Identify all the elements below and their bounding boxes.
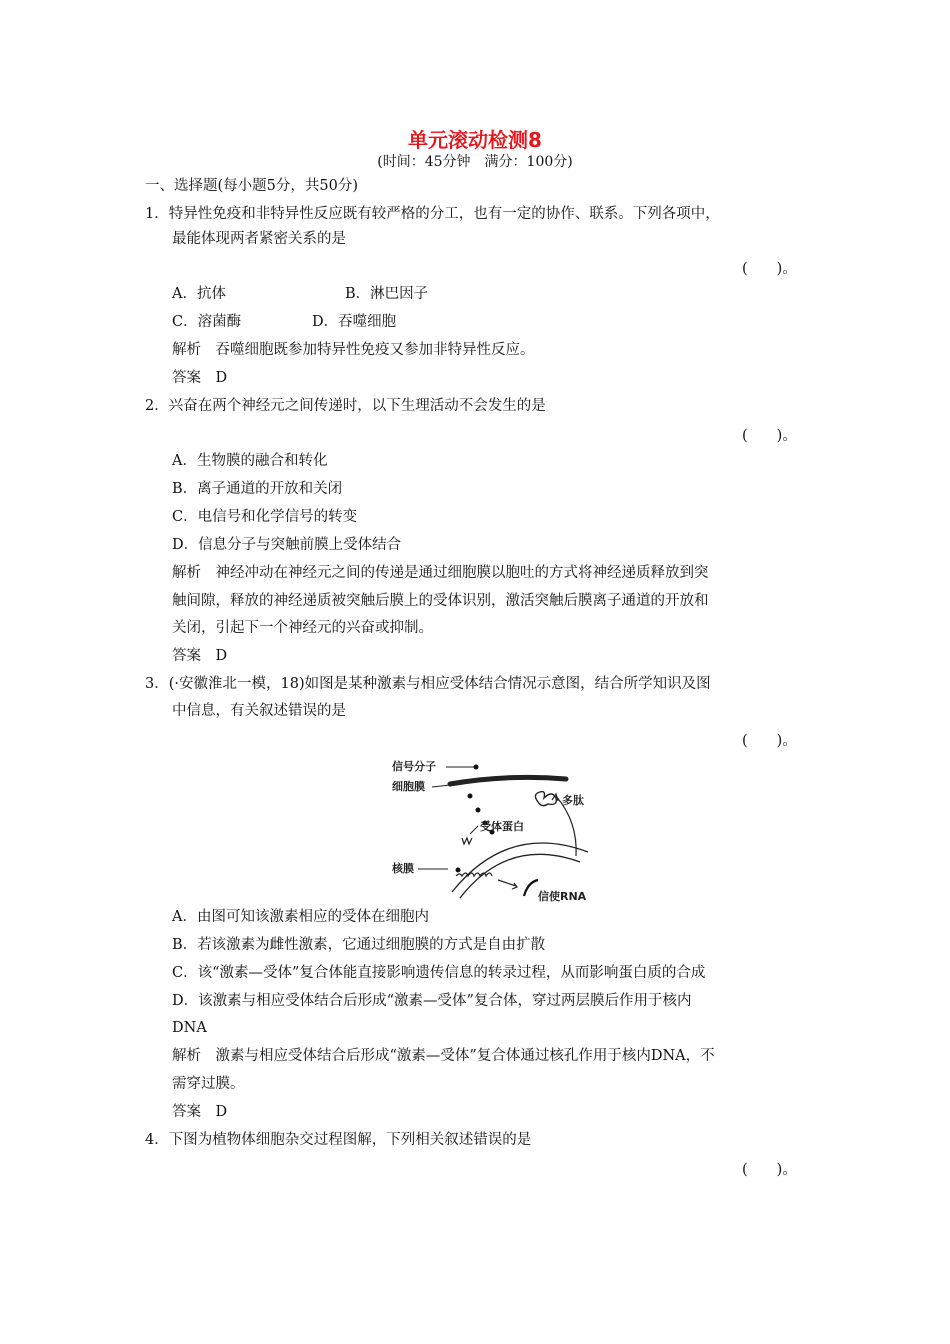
- q1-answer: 答案 D: [172, 370, 228, 386]
- q1-option-d: D．吞噬细胞: [312, 314, 397, 330]
- q1-analysis: 解析 吞噬细胞既参加特异性免疫又参加非特异性反应。: [172, 342, 535, 358]
- q2-analysis-line1: 解析 神经冲动在神经元之间的传递是通过细胞膜以胞吐的方式将神经递质释放到突: [172, 565, 709, 581]
- q3-stem-line1: 3．(·安徽淮北一模，18)如图是某种激素与相应受体结合情况示意图，结合所学知识及图: [145, 676, 711, 692]
- hormone-receptor-diagram: [388, 752, 650, 904]
- q3-stem-line2: 中信息，有关叙述错误的是: [172, 703, 346, 719]
- section-heading: 一、选择题(每小题5分，共50分): [145, 178, 358, 194]
- q1-option-b: B．淋巴因子: [345, 286, 429, 302]
- q1-answer-blank: ( )。: [742, 261, 797, 277]
- q2-option-b: B．离子通道的开放和关闭: [172, 481, 343, 497]
- cell-membrane-shape: [450, 777, 566, 784]
- q2-option-a: A．生物膜的融合和转化: [172, 453, 328, 469]
- membrane-pointer-line: [432, 785, 450, 787]
- page-title: 单元滚动检测8: [408, 128, 542, 152]
- q2-stem: 2．兴奋在两个神经元之间传递时，以下生理活动不会发生的是: [145, 398, 546, 414]
- q3-answer-blank: ( )。: [742, 733, 797, 749]
- transcription-arrow: [498, 880, 516, 886]
- label-mrna: 信使RNA: [538, 890, 587, 903]
- label-receptor-protein: 受体蛋白: [480, 820, 524, 833]
- q2-analysis-line3: 关闭，引起下一个神经元的兴奋或抑制。: [172, 620, 433, 636]
- signal-molecule-dot: [474, 765, 479, 770]
- q3-option-b: B．若该激素为雌性激素，它通过细胞膜的方式是自由扩散: [172, 937, 546, 953]
- q1-stem-line1: 1．特异性免疫和非特异性反应既有较严格的分工，也有一定的协作、联系。下列各项中，: [145, 206, 720, 222]
- q3-option-d-line1: D．该激素与相应受体结合后形成“激素—受体”复合体，穿过两层膜后作用于核内: [172, 993, 692, 1009]
- q2-analysis-line2: 触间隙，释放的神经递质被突触后膜上的受体识别，激活突触后膜离子通道的开放和: [172, 593, 709, 609]
- label-cell-membrane: 细胞膜: [392, 780, 425, 793]
- receptor-protein-shape: [462, 838, 472, 844]
- label-polypeptide: 多肽: [562, 794, 584, 807]
- label-signal-molecule: 信号分子: [392, 760, 436, 773]
- q3-option-d-line2: DNA: [172, 1020, 207, 1036]
- q2-option-c: C．电信号和化学信号的转变: [172, 509, 358, 525]
- q3-option-c: C．该“激素—受体”复合体能直接影响遗传信息的转录过程，从而影响蛋白质的合成: [172, 965, 706, 981]
- hormone-dot: [468, 794, 473, 799]
- q3-analysis-line1: 解析 激素与相应受体结合后形成“激素—受体”复合体通过核孔作用于核内DNA，不: [172, 1048, 715, 1064]
- label-nuclear-membrane: 核膜: [392, 862, 414, 875]
- q3-option-a: A．由图可知该激素相应的受体在细胞内: [172, 909, 429, 925]
- dna-strand-shape: [456, 873, 492, 876]
- q4-answer-blank: ( )。: [742, 1162, 797, 1178]
- q4-stem: 4．下图为植物体细胞杂交过程图解，下列相关叙述错误的是: [145, 1132, 532, 1148]
- hormone-dot: [476, 808, 481, 813]
- receptor-pointer-line: [470, 826, 478, 834]
- q1-stem-line2: 最能体现两者紧密关系的是: [172, 231, 346, 247]
- q2-option-d: D．信息分子与突触前膜上受体结合: [172, 537, 402, 553]
- q3-answer: 答案 D: [172, 1104, 228, 1120]
- mrna-shape: [524, 880, 538, 896]
- q3-analysis-line2: 需穿过膜。: [172, 1076, 245, 1092]
- hormone-receptor-complex-dot: [456, 868, 461, 873]
- q1-option-c: C．溶菌酶: [172, 314, 242, 330]
- page-subtitle: (时间：45分钟 满分：100分): [377, 154, 573, 170]
- q1-option-a: A．抗体: [172, 286, 226, 302]
- q2-answer: 答案 D: [172, 648, 228, 664]
- q2-answer-blank: ( )。: [742, 428, 797, 444]
